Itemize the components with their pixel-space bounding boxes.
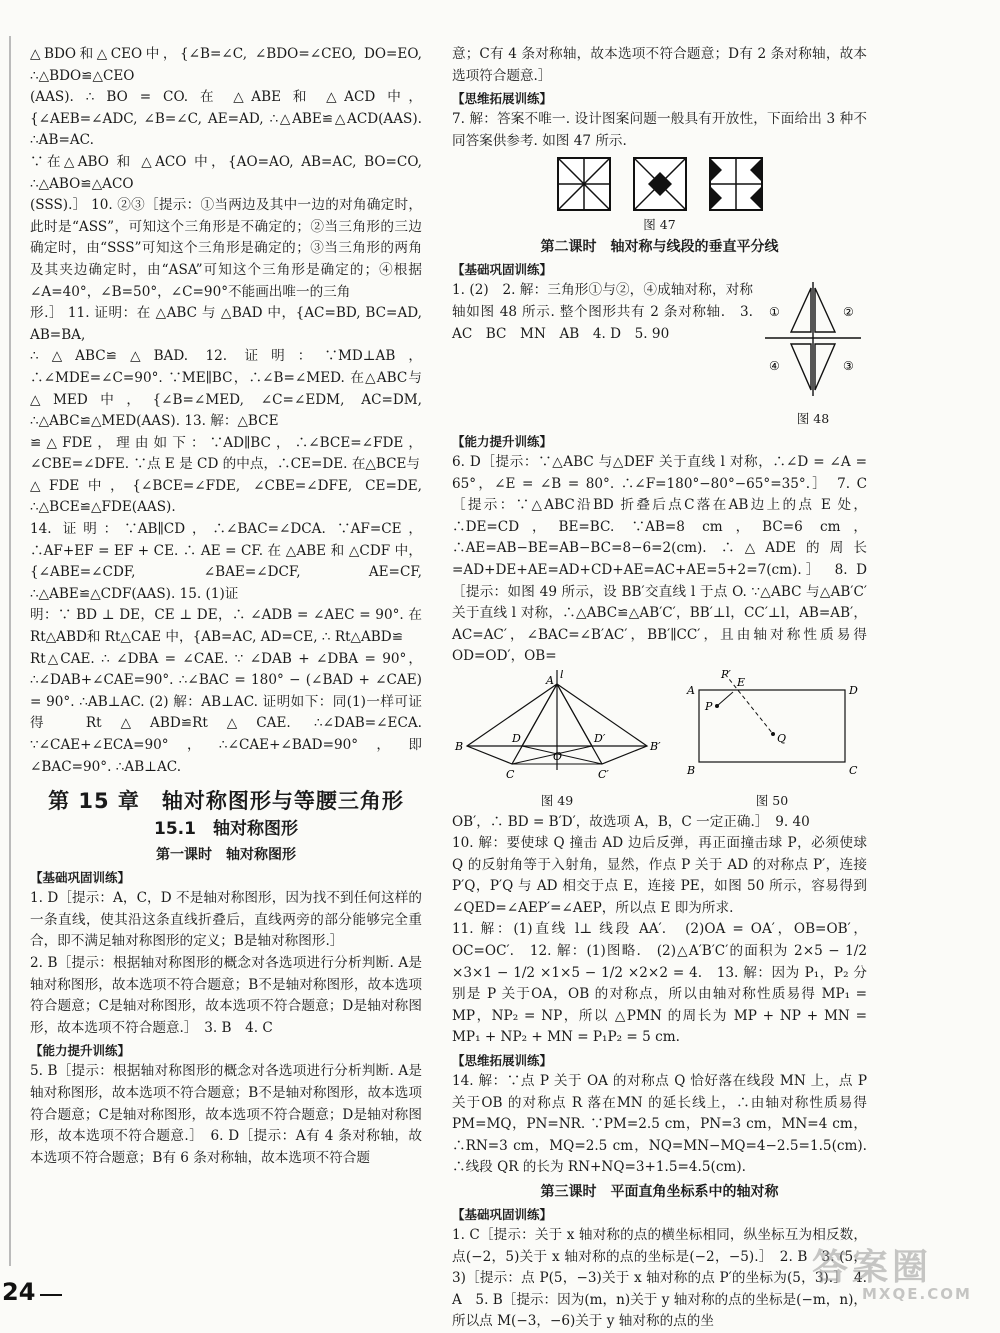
lesson-title: 第三课时 平面直角坐标系中的轴对称 [540,1184,779,1200]
text-paragraph: 5. B［提示：根据轴对称图形的概念对各选项进行分析判断. A是轴对称图形，故本选项不符合题意；B不是轴对称图形，故本选项符合题意；C是轴对称图形，故本选项不符合题意；D是轴对称图形，故本选项不符合题意.］ 6. D［提示：A有 4 条对称轴，故本选项不符合题意；B有 6 条对称轴，故本选项不符合题 [30,1063,422,1166]
pattern-1-icon [556,156,612,212]
exercise-heading: 【思维拓展训练】 [452,91,553,107]
right-column [452,44,867,1333]
svg-text:P′: P′ [721,669,731,681]
svg-text:D: D [849,683,858,697]
text-paragraph: (AAS). ∴ BO = CO. 在 △ABE 和 △ACD 中，{∠AEB=∠ADC, ∠B=∠C, AE=AD, ∴△ABE≌△ACD(AAS). ∴AB=AC. [30,89,422,149]
pattern-3-icon [708,156,764,212]
page-number-rule [40,1294,62,1296]
text-paragraph: 1. C［提示：关于 x 轴对称的点的横坐标相同，纵坐标互为相反数，点(−2，5)关于 x 轴对称的点的坐标是(−2，−5).］ 2. B 3. (5，3)［提示：点 P(5，−3)关于 x 轴对称的点 P′的坐标为(5，3).］ 4. A 5. B［提示：因为(m，n)关于 y 轴对称的点的坐标是(−m，n)，所以点 M(−3，−6)关于 y 轴对称的点的坐 [452,1227,867,1330]
exercise-heading: 【基础巩固训练】 [452,262,553,278]
text-paragraph: 14. 解：∵点 P 关于 OA 的对称点 Q 恰好落在线段 MN 上，点 P 关于OB 的对称点 R 落在MN 的延长线上，∴由轴对称性质易得 PM=MQ，PN=NR. ∵PM=2.5 cm，PN=3 cm，MN=4 cm，∴RN=3 cm，MQ=2.5 cm，NQ=MN−MQ=4−2.5=1.5(cm). ∴线段 QR 的长为 RN+NQ=3+1.5=4.5(cm). [452,1073,867,1176]
svg-text:D′: D′ [594,731,606,745]
figure-caption: 图 48 [796,410,830,426]
text-paragraph: Rt△CAE. ∴ ∠DBA = ∠CAE. ∵ ∠DAB + ∠DBA = 90°，∴∠DAB+∠CAE=90°. ∴∠BAC = 180° − (∠BAD + ∠CAE) = 90°. ∴AB⊥AC. (2) 解：AB⊥AC. 证明如下：同(1)一样可证得 Rt△ABD≌Rt△CAE. ∴∠DAB=∠ECA. ∵∠CAE+∠ECA=90°，∴∠CAE+∠BAD=90°，即∠BAC=90°. ∴AB⊥AC. [30,650,422,775]
figure-48 [759,280,867,430]
text-paragraph: △FDE中，{∠BCE=∠FDE, ∠CBE=∠DFE, CE=DE, ∴△BCE≌△FDE(AAS). [30,477,422,516]
svg-text:Q: Q [777,731,787,745]
text-paragraph: ≌△FDE，理由如下：∵AD∥BC，∴∠BCE=∠FDE，∠CBE=∠DFE. ∵点 E 是 CD 的中点，∴CE=DE. 在△BCE与 [30,434,422,473]
svg-text:A: A [546,673,554,687]
exercise-heading: 【思维拓展训练】 [452,1053,553,1069]
chapter-title: 第 15 章 轴对称图形与等腰三角形 [48,789,404,814]
text-paragraph: (SSS).］ 10. ②③［提示：①当两边及其中一边的对角确定时，此时是“ASS”，可知这个三角形是不确定的；②当三角形的三边确定时，由“SSS”可知这个三角形是确定的；③当三角形的两角及其夹边确定时，由“ASA”可知这个三角形是确定的；④根据∠A=40°，∠B=50°，∠C=90°不能画出唯一的三角 [30,197,422,300]
svg-text:C: C [849,763,858,777]
figure-caption: 图 49 [540,792,574,808]
text-paragraph: 2. B［提示：根据轴对称图形的概念对各选项进行分析判断. A是轴对称图形，故本选项不符合题意；B不是轴对称图形，故本选项符合题意；C是轴对称图形，故本选项不符合题意；D是轴对称图形，故本选项不符合题意.］ 3. B 4. C [30,954,422,1036]
text-paragraph: △BDO和△CEO中，{∠B=∠C, ∠BDO=∠CEO, DO=EO, ∴△BDO≌△CEO [30,46,422,84]
triangles-figure-icon [763,280,863,398]
text-paragraph: 10. 解：要使球 Q 撞击 AD 边后反弹，再正面撞击球 P，必须使球 Q 的反射角等于入射角，显然，作点 P 关于 AD 的对称点 P′，连接 P′Q，P′Q 与 AD 相交于点 E，连接 PE，如图 50 所示，容易得到∠QED=∠AEP′=∠AEP，所以点 E 即为所求. [452,835,867,916]
watermark-logo [792,1239,992,1307]
billiard-table-figure-icon [677,670,867,780]
text-paragraph: 明：∵ BD ⊥ DE，CE ⊥ DE，∴ ∠ADB = ∠AEC = 90°. 在 Rt△ABD和 Rt△CAE 中，{AB=AC, AD=CE, ∴ Rt△ABD≌ [30,607,422,646]
figure-caption: 图 50 [755,792,789,808]
svg-text:E: E [737,675,746,689]
q-block-with-figure-48 [452,280,867,430]
text-paragraph: ∵在△ABO 和 △ACO 中，{AO=AO, AB=AC, BO=CO, ∴△ABO≌△ACO [30,153,422,192]
svg-text:C′: C′ [598,767,609,780]
text-paragraph: OB′，∴ BD = B′D′，故选项 A，B，C 一定正确.］ 9. 40 [452,813,810,830]
exercise-heading: 【基础巩固训练】 [30,870,131,886]
left-margin-line [9,36,11,1266]
svg-text:②: ② [843,305,854,320]
svg-text:③: ③ [843,359,854,374]
exercise-heading: 【能力提升训练】 [30,1043,131,1059]
text-paragraph: ∴△ABC≌△BAD. 12. 证明：∵MD⊥AB，∴∠MDE=∠C=90°. ∵ME∥BC，∴∠B=∠MED. 在△ABC与△MED中，{∠B=∠MED, ∠C=∠EDM, AC=DM, ∴△ABC≌△MED(AAS). 13. 解：△BCE [30,348,422,430]
lesson-title: 第一课时 轴对称图形 [156,847,296,864]
exercise-heading: 【基础巩固训练】 [452,1207,553,1222]
svg-text:l: l [560,669,564,681]
section-title: 15.1 轴对称图形 [154,819,298,840]
svg-text:B: B [455,739,464,753]
text-paragraph: 11. 解：(1)直线 l⊥ 线段 AA′. (2)OA = OA′，OB=OB′，OC=OC′. 12. 解：(1)图略. (2)△A′B′C′的面积为 2×5 − 1/2 ×3×1 − 1/2 ×1×5 − 1/2 ×2×2 = 4. 13. 解：因为 P₁，P₂ 分别是 P 关于OA，OB 的对称点，所以由轴对称性质易得 MP₁ = MP，NP₂ = NP，所以 △PMN 的周长为 MP + NP + MN = MP₁ + NP₂ + MN = P₁P₂ = 5 cm. [452,921,867,1046]
symmetric-triangles-figure-icon [452,670,662,780]
svg-text:D: D [512,731,521,745]
figure-47 [452,156,867,212]
lesson-title: 第二课时 轴对称与线段的垂直平分线 [540,239,779,256]
left-column [30,44,422,1169]
svg-text:A: A [687,683,695,697]
figure-49 [452,670,662,812]
text-paragraph: 1. (2) 2. 解：三角形①与②，④成轴对称，对称轴如图 48 所示. 整个图形共有 2 条对称轴. 3. AC BC MN AB 4. D 5. 90 [452,282,753,342]
svg-text:P: P [705,699,713,713]
text-paragraph: 形.］ 11. 证明：在 △ABC 与 △BAD 中，{AC=BD, BC=AD, AB=BA, [30,305,422,343]
page-number: 24 [2,1278,36,1306]
svg-text:④: ④ [769,359,780,374]
text-paragraph: 意；C有 4 条对称轴，故本选项不符合题意；D有 2 条对称轴，故本选项符合题意.］ [452,46,867,84]
svg-text:C: C [506,767,515,780]
watermark-text: 答案圈 [812,1247,933,1288]
exercise-heading: 【能力提升训练】 [452,433,553,449]
text-paragraph: 1. D［提示：A，C，D 不是轴对称图形，因为找不到任何这样的一条直线，使其沿这条直线折叠后，直线两旁的部分能够完全重合，即不满足轴对称图形的定义；B是轴对称图形.］ [30,890,422,950]
figures-49-50 [452,670,867,812]
text-paragraph: 7. 解：答案不唯一. 设计图案问题一般具有开放性，下面给出 3 种不同答案供参考. 如图 47 所示. [452,111,867,149]
svg-text:B: B [687,763,696,777]
text-paragraph: 6. D［提示：∵△ABC 与△DEF 关于直线 l 对称，∴∠D = ∠A = 65°，∠E = ∠B = 80°. ∴∠F=180°−80°−65°=35°.］ 7. C［提示：∵△ABC沿BD 折叠后点C落在AB边上的点 E 处，∴DE=CD，BE=BC. ∵AB=8 cm，BC=6 cm，∴AE=AB−BE=AB−BC=8−6=2(cm). ∴△ADE的周长=AD+DE+AE=AD+CD+AE=AC+AE=5+2=7(cm).］ 8. D［提示：如图 49 所示，设 BB′交直线 l 于点 O. ∵△ABC 与△AB′C′关于直线 l 对称，∴△ABC≌△AB′C′，BB′⊥l，CC′⊥l，AB=AB′，AC=AC′，∠BAC=∠B′AC′，BB′∥CC′，且由轴对称性质易得 OD=OD′，OB= [452,453,867,665]
svg-text:O: O [553,749,563,763]
svg-text:B′: B′ [650,739,661,753]
watermark-url: MXQE.COM [862,1285,972,1303]
svg-text:①: ① [769,305,780,320]
pattern-2-icon [632,156,688,212]
text-paragraph: 14. 证明：∵AB∥CD，∴∠BAC=∠DCA. ∵AF=CE，∴AF+EF = EF + CE. ∴ AE = CF. 在 △ABE 和 △CDF 中，{∠ABE=∠CDF, ∠BAE=∠DCF, AE=CF, ∴△ABE≌△CDF(AAS). 15. (1)证 [30,521,422,602]
figure-caption: 图 47 [643,217,676,233]
figure-50 [677,670,867,812]
